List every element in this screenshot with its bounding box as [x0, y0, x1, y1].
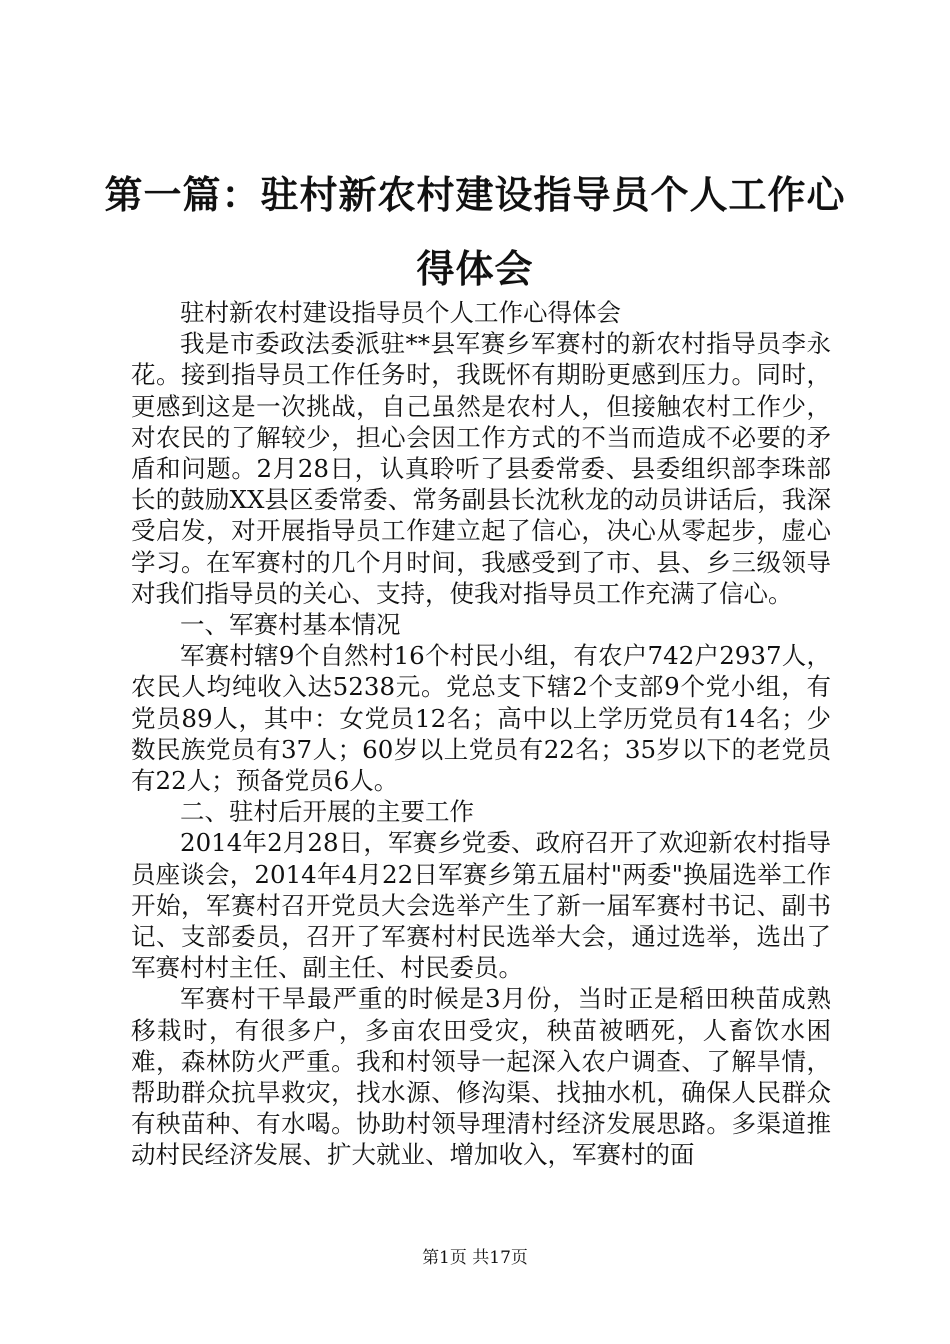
page-footer: 第1页 共17页 — [422, 1248, 528, 1268]
basic-info-paragraph: 军赛村辖9个自然村16个村民小组，有农户742户2937人，农民人均纯收入达5238元。党总支下辖2个支部9个党小组，有党员89人，其中：女党员12名；高中以上学历党员有14名；少数民族党员有37人；60岁以上党员有22名；35岁以下的老党员有22人；预备党员6人。 — [131, 641, 831, 796]
intro-paragraph: 我是市委政法委派驻**县军赛乡军赛村的新农村指导员李永花。接到指导员工作任务时，我既怀有期盼更感到压力。同时，更感到这是一次挑战，自己虽然是农村人，但接触农村工作少，对农民的了解较少，担心会因工作方式的不当而造成不必要的矛盾和问题。2月28日，认真聆听了县委常委、县委组织部李珠部长的鼓励XX县区委常委、常务副县长沈秋龙的动员讲话后，我深受启发，对开展指导员工作建立起了信心，决心从零起步，虚心学习。在军赛村的几个月时间，我感受到了市、县、乡三级领导对我们指导员的关心、支持，使我对指导员工作充满了信心。 — [131, 329, 831, 608]
document-title: 第一篇：驻村新农村建设指导员个人工作心得体会 — [104, 172, 846, 291]
section-heading-2: 二、驻村后开展的主要工作 — [180, 797, 474, 827]
section-heading-1: 一、军赛村基本情况 — [180, 610, 401, 640]
document-body — [131, 297, 831, 1171]
election-paragraph: 2014年2月28日，军赛乡党委、政府召开了欢迎新农村指导员座谈会，2014年4月22日军赛乡第五届村"两委"换届选举工作开始，军赛村召开党员大会选举产生了新一届军赛村书记、副书记、支部委员，召开了军赛村村民选举大会，通过选举，选出了军赛村村主任、副主任、村民委员。 — [131, 828, 831, 983]
drought-paragraph: 军赛村干旱最严重的时候是3月份，当时正是稻田秧苗成熟移栽时，有很多户，多亩农田受灾，秧苗被晒死，人畜饮水困难，森林防火严重。我和村领导一起深入农户调查、了解旱情，帮助群众抗旱救灾，找水源、修沟渠、找抽水机，确保人民群众有秧苗种、有水喝。协助村领导理清村经济发展思路。多渠道推动村民经济发展、扩大就业、增加收入，军赛村的面 — [131, 984, 831, 1170]
subtitle-paragraph: 驻村新农村建设指导员个人工作心得体会 — [180, 298, 621, 327]
